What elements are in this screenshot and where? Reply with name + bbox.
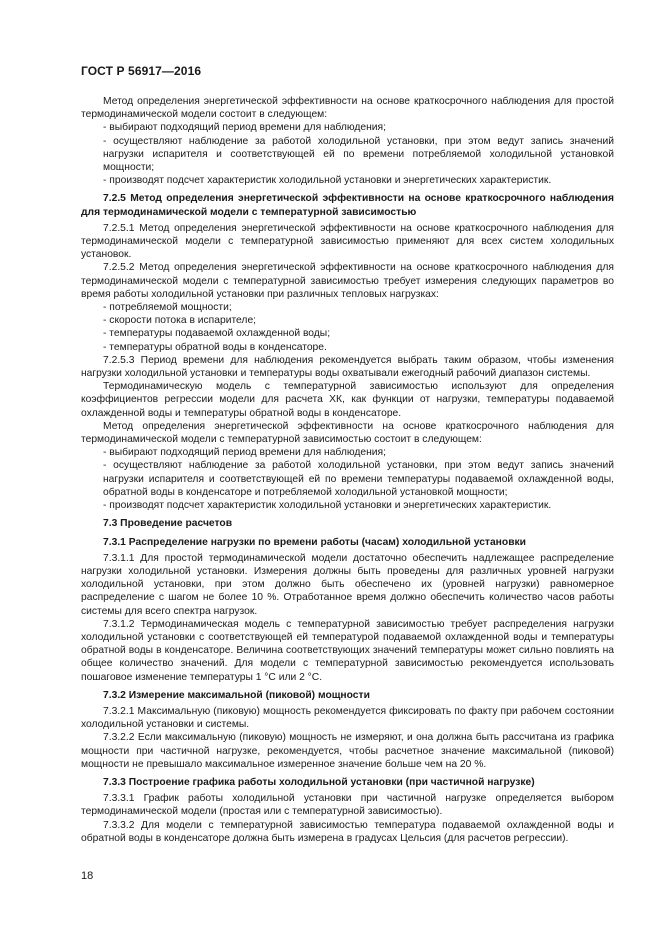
paragraph: 7.2.5.3 Период времени для наблюдения рекомендуется выбрать таким образом, чтобы изменения нагрузки холодильной установки и температуры воды охватывали ежегодный рабочий диапазон системы. [81,354,614,380]
section-heading: 7.3.3 Построение графика работы холодильной установки (при частичной нагрузке) [103,776,535,788]
section-heading: 7.3.1 Распределение нагрузки по времени работы (часам) холодильной установки [103,536,527,548]
paragraph: 7.3.3.1 График работы холодильной установки при частичной нагрузке определяется выбором термодинамической модели (простая или с температурной зависимостью). [81,793,614,818]
paragraph: 7.2.5.1 Метод определения энергетической эффективности на основе краткосрочного наблюдения для термодинамической модели с температурной зависимостью применяют для всех систем холодильных установок. [81,222,614,261]
section-heading: 7.3.2 Измерение максимальной (пиковой) мощности [103,689,370,701]
list-item: - выбирают подходящий период времени для наблюдения; [103,122,386,134]
page-number: 18 [81,870,94,882]
paragraph: Метод определения энергетической эффективности на основе краткосрочного наблюдения для термодинамической модели с температурной зависимостью состоит в следующем: [81,420,614,446]
list-item: - температуры обратной воды в конденсаторе. [103,341,327,353]
list-item: - скорости потока в испарителе; [103,315,257,327]
paragraph: Метод определения энергетической эффективности на основе краткосрочного наблюдения для простой термодинамической модели состоит в следующем: [81,96,614,121]
page-header: ГОСТ Р 56917—2016 [81,64,202,78]
section-heading: 7.2.5 Метод определения энергетической эффективности на основе краткосрочного наблюдения для термодинамической модели с температурной зависимостью [81,193,614,218]
paragraph: 7.3.1.2 Термодинамическая модель с температурной зависимостью требует распределения нагрузки холодильной установки с соответствующей ей температурой подаваемой охлажденной воды и температуры обратной воды в конденсаторе. Величина соответствующих значений температуры может сильно повлиять на общее количество значений. Для модели с температурной зависимостью рекомендуется использовать пошаговое изменение температуры 1 °С или 2 °С. [81,618,614,683]
list-item: - осуществляют наблюдение за работой холодильной установки, при этом ведут запись значений нагрузки испарителя и соответствующей ей по времени температуры подаваемой охлажденной воды, обратной воды в конденсаторе и потребляемой холодильной установкой мощности; [103,460,614,498]
list-item: - производят подсчет характеристик холодильной установки и энергетических характеристик. [103,175,552,187]
list-item: - производят подсчет характеристик холодильной установки и энергетических характеристик. [103,500,552,512]
list-item: - температуры подаваемой охлажденной воды; [103,328,331,340]
paragraph: 7.2.5.2 Метод определения энергетической эффективности на основе краткосрочного наблюдения для термодинамической модели с температурной зависимостью требует измерения следующих параметров во время работы холодильной установки при различных тепловых нагрузках: [81,262,614,300]
paragraph: 7.3.2.1 Максимальную (пиковую) мощность рекомендуется фиксировать по факту при рабочем состоянии холодильной установки и системы. [81,705,614,731]
list-item: - осуществляют наблюдение за работой холодильной установки, при этом ведут запись значений нагрузки испарителя и соответствующей ей по времени потребляемой холодильной установкой мощности; [103,135,614,174]
paragraph: 7.3.2.2 Если максимальную (пиковую) мощность не измеряют, и она должна быть рассчитана из графика мощности при частичной нагрузке, рекомендуется, чтобы расчетное значение максимальной (пиковой) мощности не превышало максимальное измеренное значение больше чем на 20 %. [81,732,614,770]
paragraph: Термодинамическую модель с температурной зависимостью используют для определения коэффициентов регрессии модели для расчета ХК, как функции от нагрузки, температуры подаваемой охлажденной воды и температуры обратной воды в конденсаторе. [81,381,614,419]
paragraph: 7.3.3.2 Для модели с температурной зависимостью температура подаваемой охлажденной воды и обратной воды в конденсаторе должна быть измерена в градусах Цельсия (для расчетов регрессии). [81,819,614,844]
document-body [81,95,614,845]
list-item: - выбирают подходящий период времени для наблюдения; [103,447,386,459]
list-item: - потребляемой мощности; [103,302,232,314]
paragraph: 7.3.1.1 Для простой термодинамической модели достаточно обеспечить надлежащее распределение нагрузки холодильной установки. Измерения должны быть проведены для различных уровней нагрузки холодильной установки, при этом должно быть обеспечено их (уровней нагрузки) равномерное распределение с шагом не более 10 %. Отработанное время должно обеспечить количество часов работы системы для всего спектра нагрузок. [81,552,614,617]
section-heading: 7.3 Проведение расчетов [103,518,233,530]
